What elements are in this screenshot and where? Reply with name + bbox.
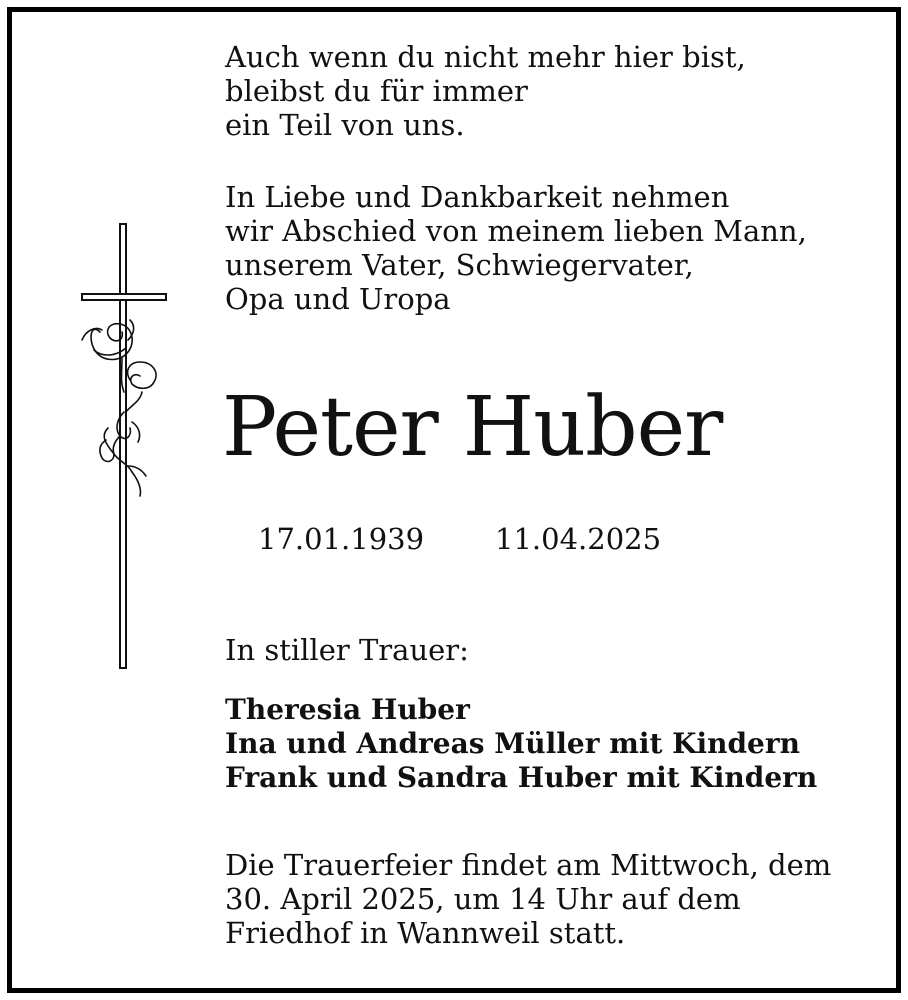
birth-date: 17.01.1939	[258, 522, 425, 556]
intro-line: unserem Vater, Schwiegervater,	[225, 248, 694, 282]
mourner-name: Ina und Andreas Müller mit Kindern	[225, 727, 800, 760]
intro-line: In Liebe und Dankbarkeit nehmen	[225, 180, 730, 214]
intro-text	[225, 180, 807, 316]
funeral-line: Friedhof in Wannweil statt.	[225, 916, 626, 950]
poem-line: bleibst du für immer	[225, 74, 528, 108]
funeral-notice	[225, 848, 831, 950]
intro-line: wir Abschied von meinem lieben Mann,	[225, 214, 807, 248]
mourner-name: Theresia Huber	[225, 693, 470, 726]
funeral-line: 30. April 2025, um 14 Uhr auf dem	[225, 882, 741, 916]
poem-line: Auch wenn du nicht mehr hier bist,	[225, 40, 746, 74]
deceased-name: Peter Huber	[222, 380, 723, 475]
cross-with-roses-icon	[70, 222, 180, 672]
poem-text	[225, 40, 746, 142]
mourners-list	[225, 693, 817, 795]
intro-line: Opa und Uropa	[225, 282, 451, 316]
funeral-line: Die Trauerfeier findet am Mittwoch, dem	[225, 848, 832, 882]
mourners-heading: In stiller Trauer:	[225, 633, 469, 667]
mourner-name: Frank und Sandra Huber mit Kindern	[225, 761, 818, 794]
death-date: 11.04.2025	[495, 522, 662, 556]
poem-line: ein Teil von uns.	[225, 108, 465, 142]
